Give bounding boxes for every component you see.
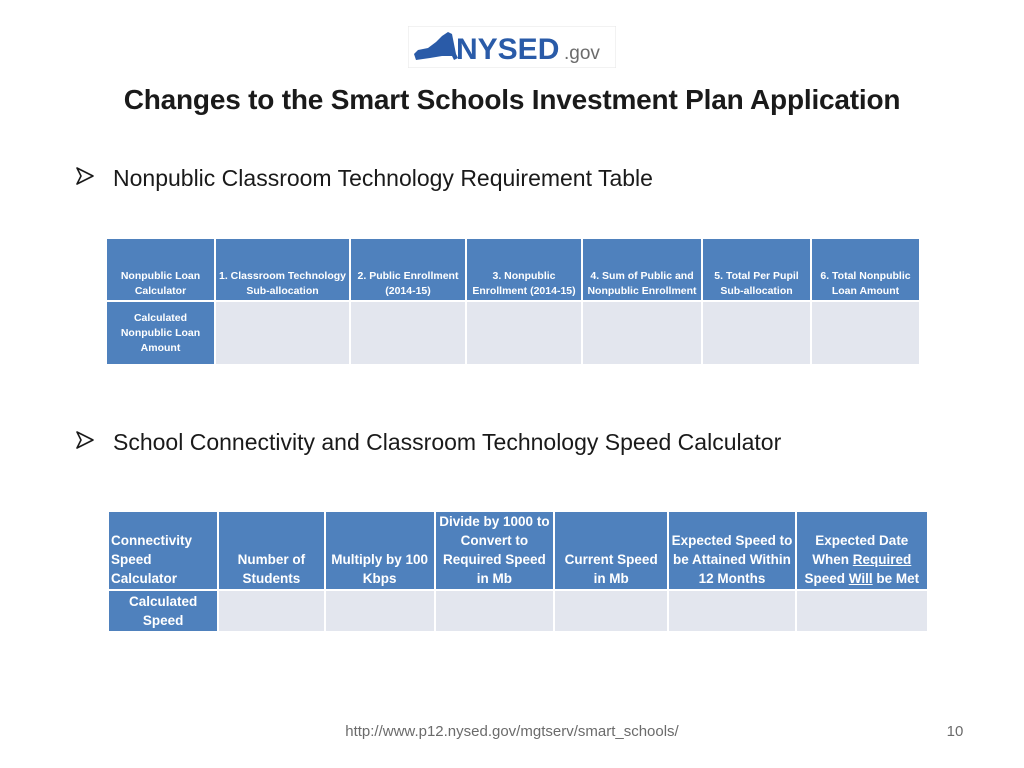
table-cell[interactable]	[797, 591, 927, 631]
column-header: 3. Nonpublic Enrollment (2014-15)	[467, 239, 581, 300]
footer-url[interactable]: http://www.p12.nysed.gov/mgtserv/smart_schools/	[345, 723, 679, 740]
table-cell[interactable]	[555, 591, 667, 631]
column-header: 2. Public Enrollment (2014-15)	[351, 239, 465, 300]
bullet-item	[74, 165, 653, 192]
column-header: Divide by 1000 to Convert to Required Speed in Mb	[436, 512, 553, 589]
arrow-bullet-icon	[74, 429, 98, 456]
nonpublic-loan-table	[105, 237, 921, 366]
nysed-logo	[408, 26, 616, 68]
table-cell[interactable]	[436, 591, 553, 631]
table-cell[interactable]	[219, 591, 323, 631]
column-header: 4. Sum of Public and Nonpublic Enrollment	[583, 239, 701, 300]
table-cell[interactable]	[326, 591, 434, 631]
table-cell[interactable]	[351, 302, 465, 364]
slide-title: Changes to the Smart Schools Investment Plan Application	[123, 84, 901, 115]
connectivity-speed-table	[107, 510, 929, 633]
column-header: Nonpublic Loan Calculator	[107, 239, 214, 300]
table-cell[interactable]	[812, 302, 919, 364]
column-header: Current Speed in Mb	[555, 512, 667, 589]
column-header: Expected Date When Required Speed Will be Met	[797, 512, 927, 589]
logo-suffix-text: .gov	[564, 43, 600, 64]
logo-main-text: NYSED	[456, 33, 560, 66]
row-label: Calculated Speed	[109, 591, 217, 631]
table-cell[interactable]	[216, 302, 349, 364]
row-label: Calculated Nonpublic Loan Amount	[107, 302, 214, 364]
column-header: Multiply by 100 Kbps	[326, 512, 434, 589]
arrow-bullet-icon	[74, 165, 98, 192]
bullet-text: Nonpublic Classroom Technology Requirement Table	[113, 165, 653, 191]
column-header: 5. Total Per Pupil Sub-allocation	[703, 239, 810, 300]
column-header: Connectivity Speed Calculator	[109, 512, 217, 589]
column-header: Number of Students	[219, 512, 323, 589]
page-number: 10	[946, 723, 964, 740]
bullet-item	[74, 429, 781, 456]
column-header: 1. Classroom Technology Sub-allocation	[216, 239, 349, 300]
table-cell[interactable]	[467, 302, 581, 364]
column-header: 6. Total Nonpublic Loan Amount	[812, 239, 919, 300]
bullet-text: School Connectivity and Classroom Technology Speed Calculator	[113, 429, 782, 455]
table-cell[interactable]	[669, 591, 794, 631]
column-header: Expected Speed to be Attained Within 12 Months	[669, 512, 794, 589]
table-cell[interactable]	[703, 302, 810, 364]
table-cell[interactable]	[583, 302, 701, 364]
